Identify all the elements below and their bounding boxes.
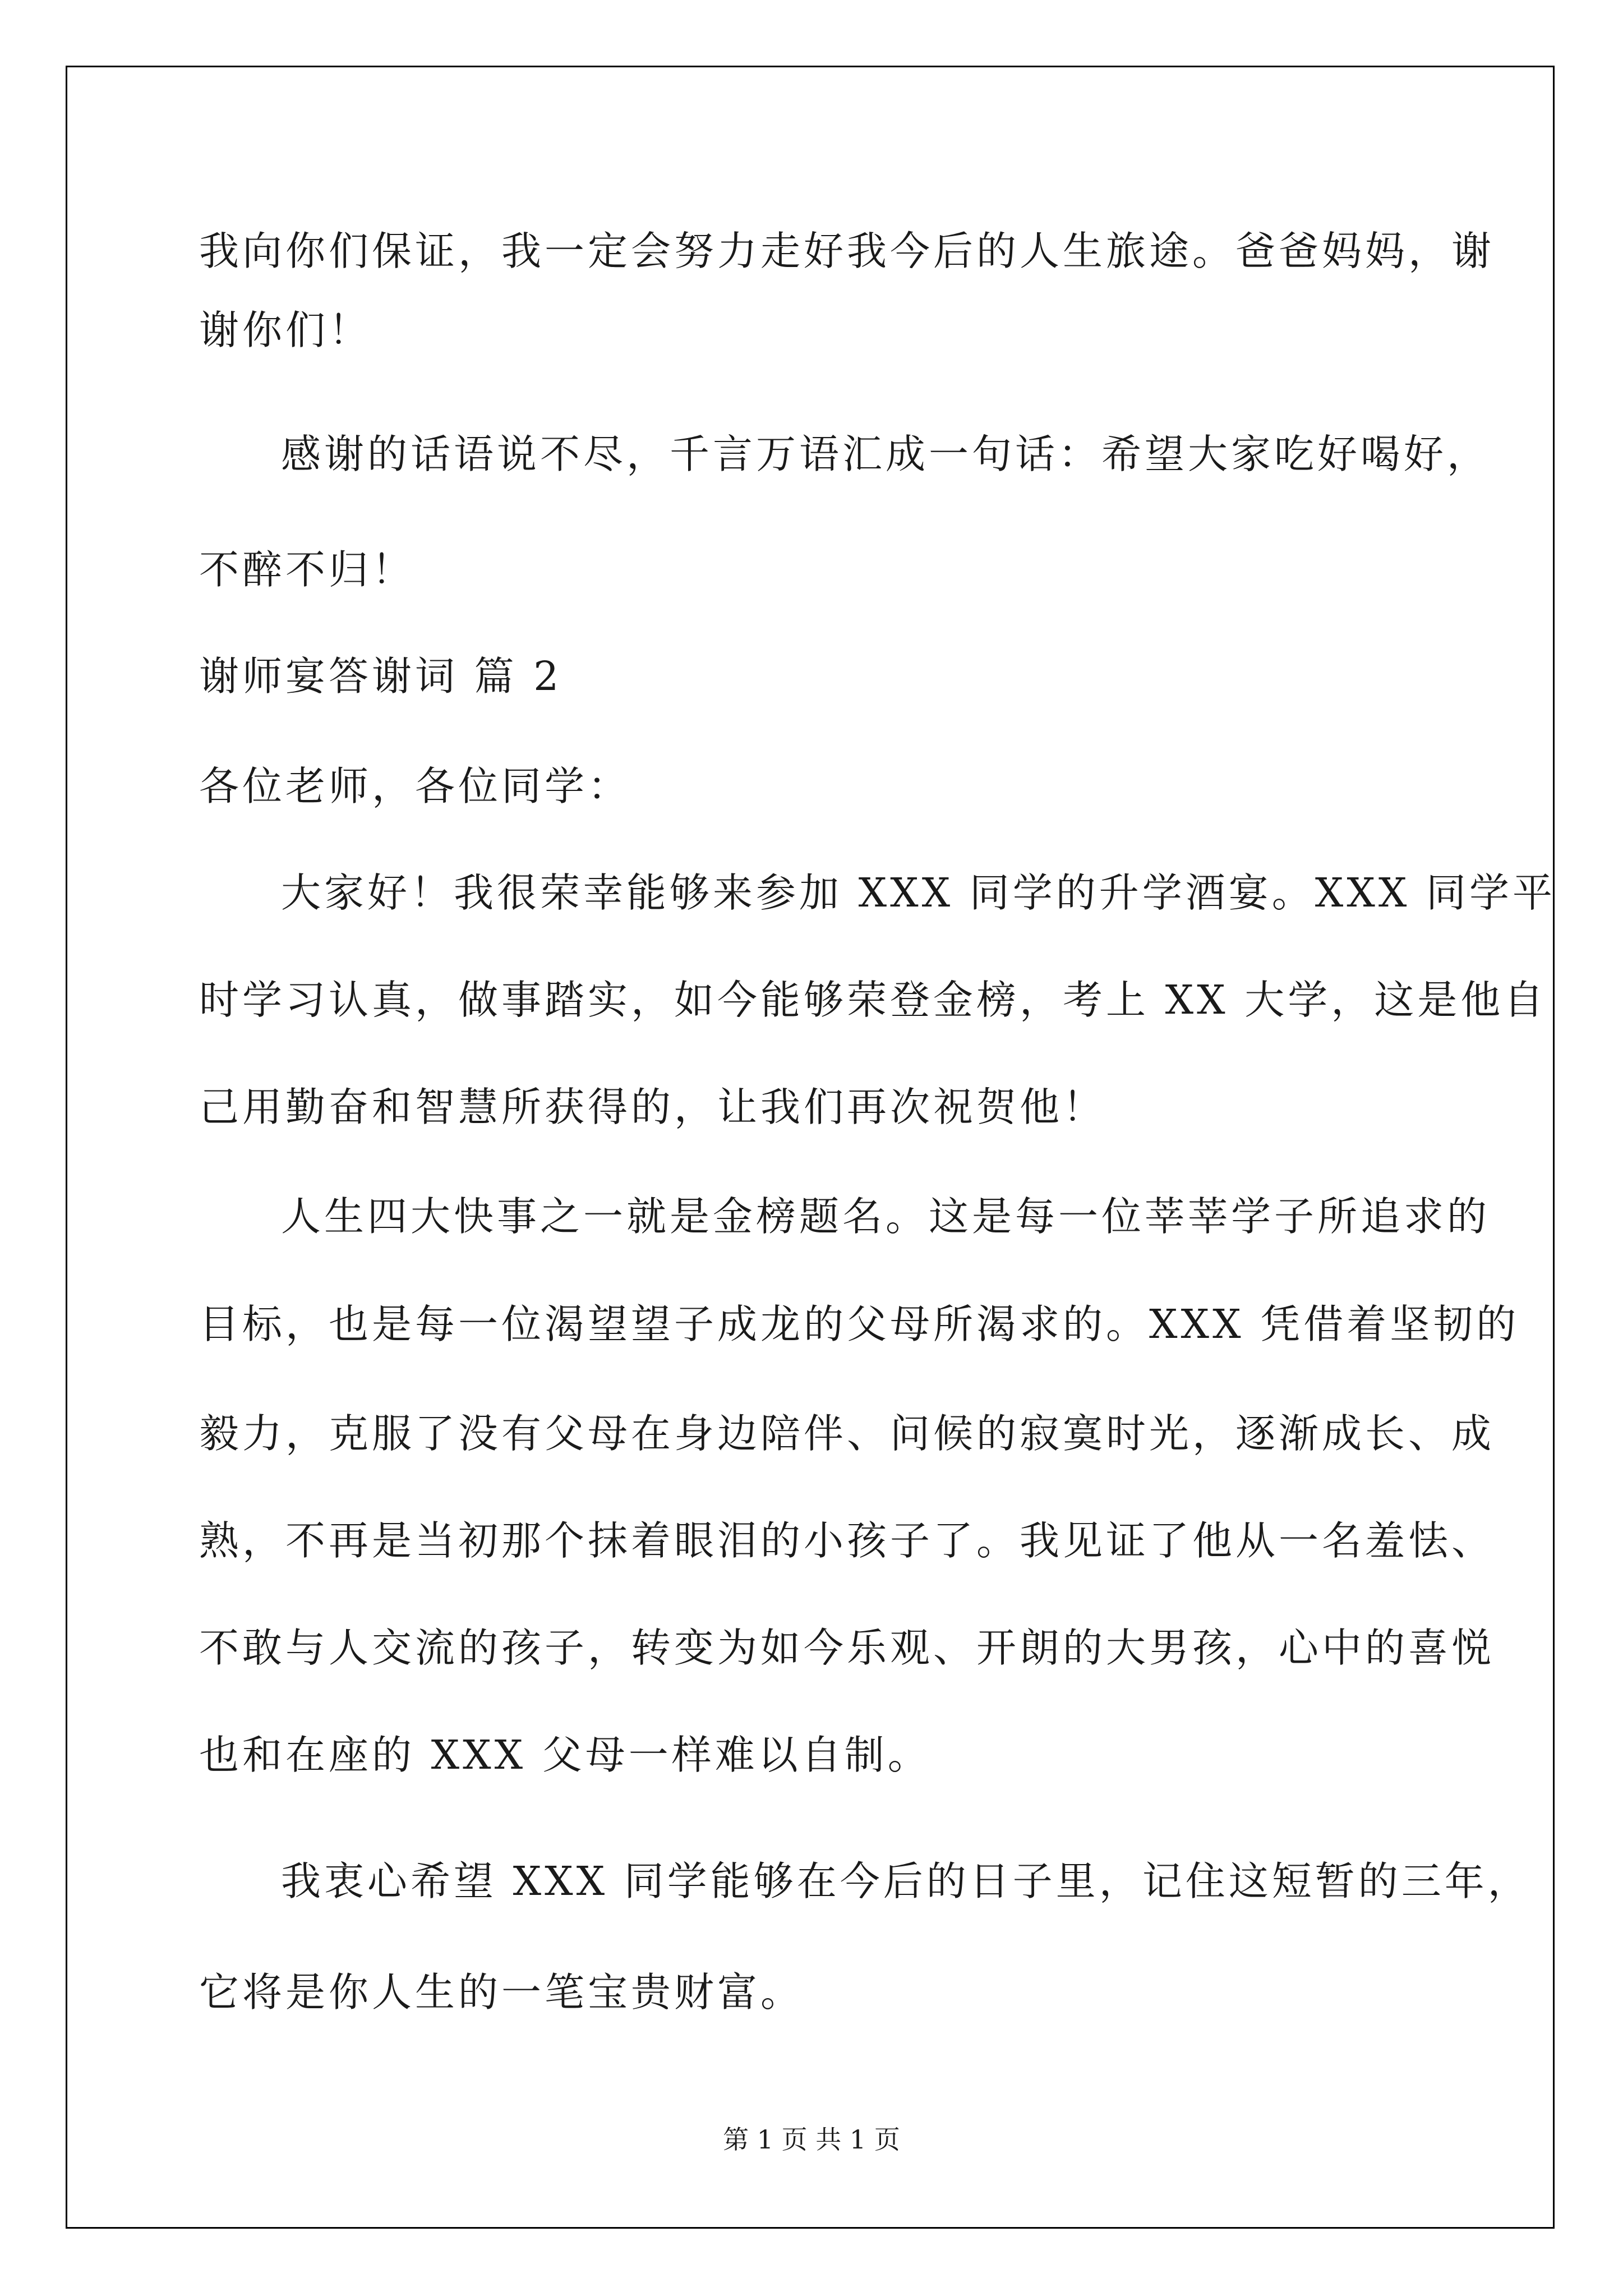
salutation: 各位老师，各位同学： bbox=[199, 763, 631, 809]
body-line: 时学习认真，做事踏实，如今能够荣登金榜，考上 XX 大学，这是他自 bbox=[199, 977, 1547, 1023]
body-line: 己用勤奋和智慧所获得的，让我们再次祝贺他！ bbox=[199, 1084, 1106, 1130]
body-line: 不敢与人交流的孩子，转变为如今乐观、开朗的大男孩，心中的喜悦 bbox=[199, 1625, 1495, 1671]
body-line: 熟，不再是当初那个抹着眼泪的小孩子了。我见证了他从一名羞怯、 bbox=[199, 1517, 1495, 1564]
body-line: 我衷心希望 XXX 同学能够在今后的日子里，记住这短暂的三年， bbox=[281, 1858, 1531, 1904]
body-line: 毅力，克服了没有父母在身边陪伴、问候的寂寞时光，逐渐成长、成 bbox=[199, 1410, 1495, 1457]
body-line: 感谢的话语说不尽，千言万语汇成一句话：希望大家吃好喝好， bbox=[281, 431, 1491, 477]
body-line: 大家好！我很荣幸能够来参加 XXX 同学的升学酒宴。XXX 同学平 bbox=[281, 869, 1556, 916]
body-line: 不醉不归！ bbox=[199, 546, 416, 593]
body-line: 人生四大快事之一就是金榜题名。这是每一位莘莘学子所追求的 bbox=[281, 1193, 1491, 1240]
body-line: 谢你们！ bbox=[199, 307, 372, 353]
body-line: 也和在座的 XXX 父母一样难以自制。 bbox=[199, 1732, 931, 1778]
body-line: 我向你们保证，我一定会努力走好我今后的人生旅途。爸爸妈妈，谢 bbox=[199, 228, 1495, 274]
section-heading: 谢师宴答谢词 篇 2 bbox=[199, 653, 562, 700]
body-line: 目标，也是每一位渴望望子成龙的父母所渴求的。XXX 凭借着坚韧的 bbox=[199, 1301, 1520, 1347]
page-number: 第 1 页 共 1 页 bbox=[723, 2124, 900, 2155]
body-line: 它将是你人生的一笔宝贵财富。 bbox=[199, 1969, 804, 2016]
